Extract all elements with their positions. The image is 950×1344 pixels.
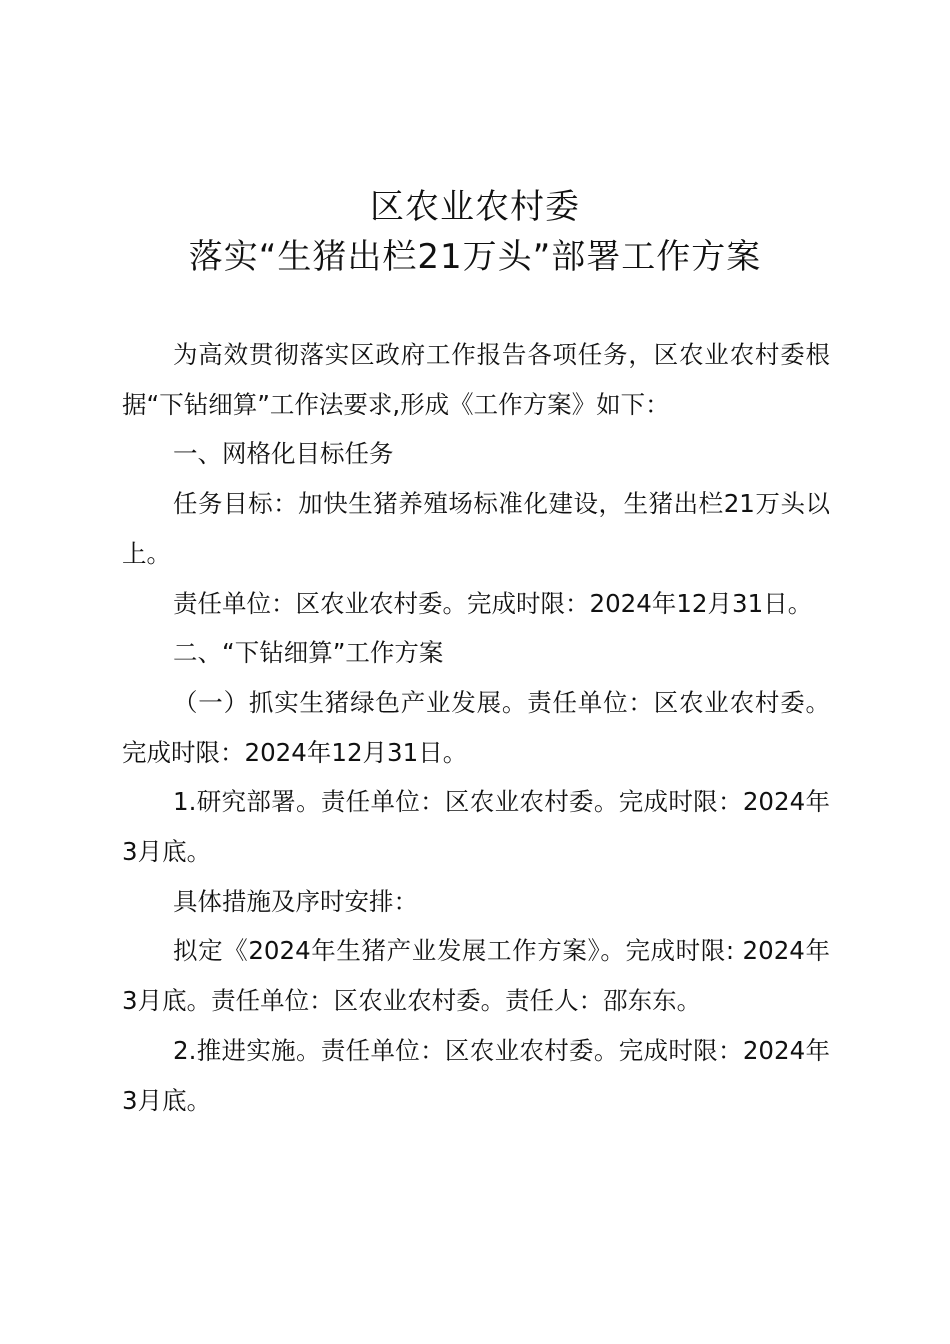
paragraph-item-2: 2.推进实施。责任单位：区农业农村委。完成时限：2024年3月底。 [122,1035,830,1115]
paragraph-item-1: 1.研究部署。责任单位：区农业农村委。完成时限：2024年3月底。 [122,787,830,867]
title-line-1: 区农业农村委 [370,187,580,227]
paragraph-measures-heading: 具体措施及序时安排： [173,886,418,916]
paragraph-responsibility: 责任单位：区农业农村委。完成时限：2024年12月31日。 [173,588,813,618]
paragraph-intro: 为高效贯彻落实区政府工作报告各项任务，区农业农村委根据“下钻细算”工作法要求,形成《工作方案》如下： [122,340,830,419]
section-heading-1: 一、网格化目标任务 [173,439,394,469]
document-title [0,182,950,282]
section-heading-2: 二、“下钻细算”工作方案 [173,638,444,668]
paragraph-measure-1: 拟定《2024年生猪产业发展工作方案》。完成时限: 2024年3月底。责任单位：区农业农村委。责任人：邵东东。 [122,936,830,1016]
title-line-2: 落实“生猪出栏21万头”部署工作方案 [188,237,762,277]
document-body [122,330,830,1125]
paragraph-subsection-1: （一）抓实生猪绿色产业发展。责任单位：区农业农村委。完成时限：2024年12月31日。 [122,687,830,767]
paragraph-task-goal: 任务目标：加快生猪养殖场标准化建设，生猪出栏21万头以上。 [122,489,830,568]
